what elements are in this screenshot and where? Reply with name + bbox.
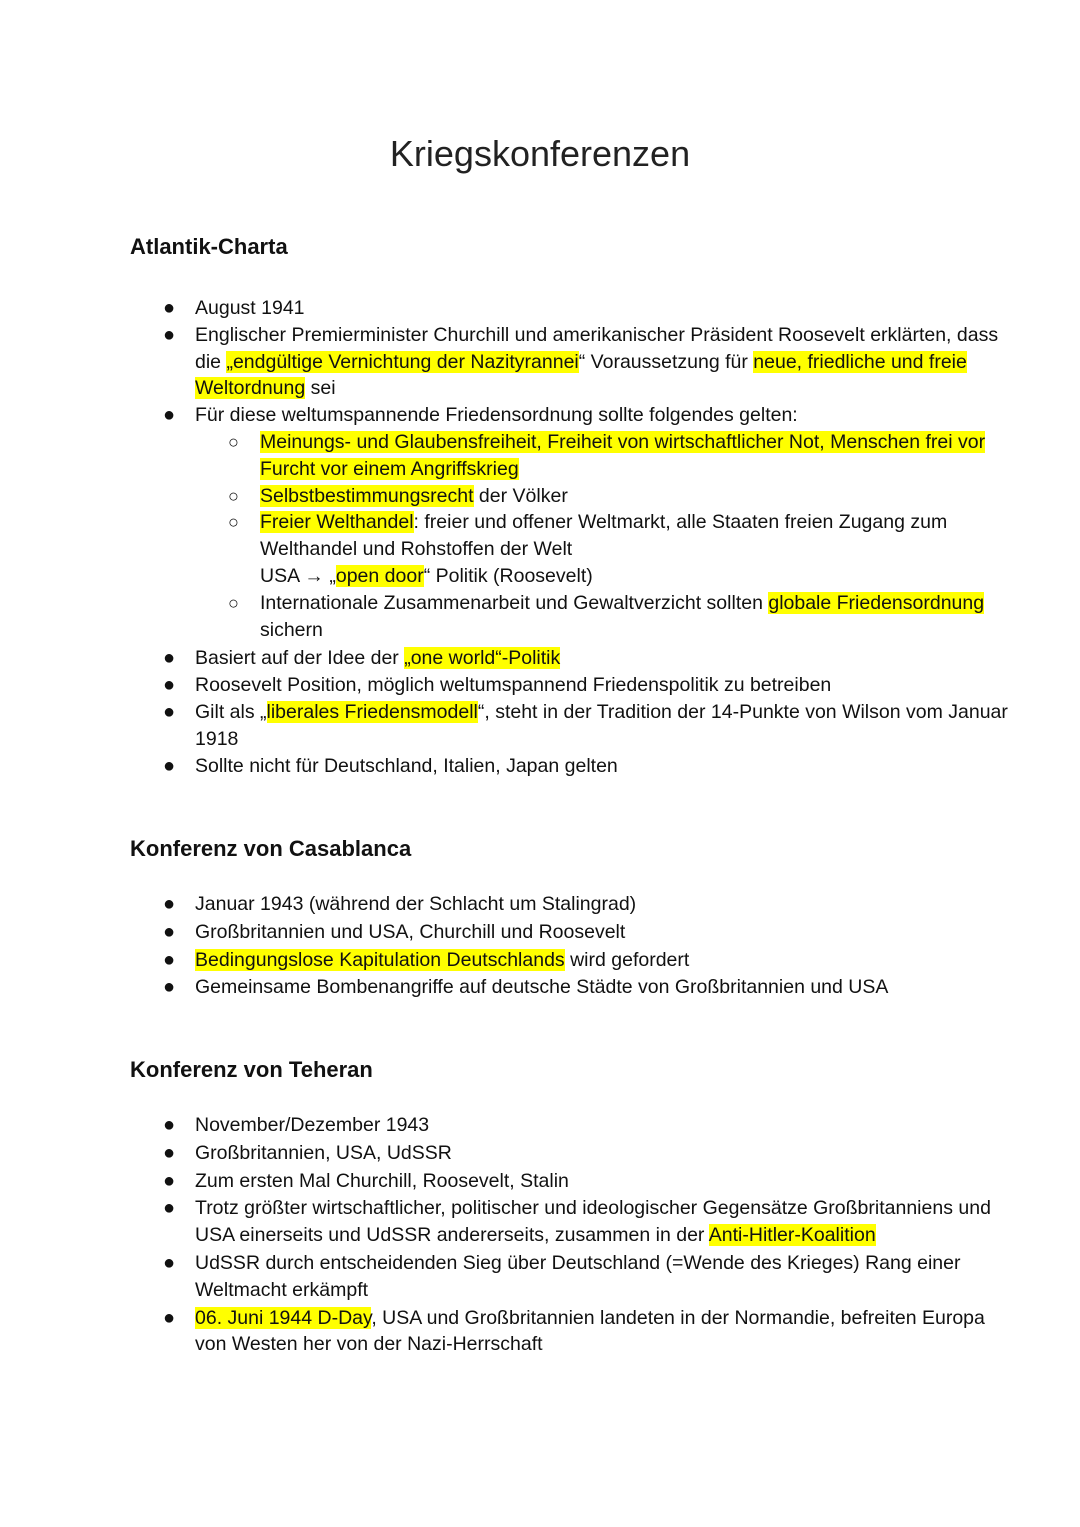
circle-bullet-icon: ○ — [228, 592, 239, 613]
bullet-icon: ● — [163, 948, 176, 971]
text-run: UdSSR durch entscheidenden Sieg über Deutschland (=Wende des Krieges) Rang einer Weltmacht erkämpft — [195, 1251, 961, 1301]
sub-list-item — [195, 429, 1010, 483]
bullet-icon: ● — [163, 1251, 176, 1274]
list-item — [130, 295, 1010, 322]
text-run: : freier und offener Weltmarkt, alle Staaten freien Zugang zum Welthandel und Rohstoffen der Welt — [260, 511, 948, 561]
text-run: Zum ersten Mal Churchill, Roosevelt, Stalin — [195, 1169, 569, 1192]
bullet-list — [130, 891, 1010, 1001]
text-run: Gilt als „ — [195, 700, 267, 723]
highlighted-text: Anti-Hitler-Koalition — [708, 1224, 876, 1247]
highlighted-text: liberales Friedensmodell — [266, 700, 478, 723]
list-item — [130, 1250, 1010, 1304]
list-item — [130, 1140, 1010, 1167]
section-heading: Konferenz von Teheran — [130, 1057, 373, 1082]
list-item — [130, 699, 1010, 753]
text-run: “ Voraussetzung für — [578, 350, 754, 373]
list-item — [130, 1112, 1010, 1139]
bullet-icon: ● — [163, 404, 176, 427]
highlighted-text: Selbstbestimmungsrecht — [260, 484, 474, 507]
text-run: August 1941 — [195, 297, 305, 319]
text-run: sichern — [260, 618, 323, 641]
bullet-icon: ● — [163, 674, 176, 697]
list-item — [130, 1168, 1010, 1195]
section-heading: Konferenz von Casablanca — [130, 836, 412, 861]
list-item — [130, 891, 1010, 918]
highlighted-text: „endgültige Vernichtung der Nazityrannei — [226, 350, 579, 373]
bullet-icon: ● — [163, 976, 176, 999]
circle-bullet-icon: ○ — [228, 431, 239, 452]
sub-list-item — [195, 483, 1010, 510]
circle-bullet-icon: ○ — [228, 485, 239, 506]
bullet-icon: ● — [163, 323, 176, 346]
text-run: Großbritannien und USA, Churchill und Roosevelt — [195, 920, 626, 943]
section-heading: Atlantik-Charta — [130, 234, 288, 259]
text-run: USA → „ — [260, 564, 336, 587]
text-run: Großbritannien, USA, UdSSR — [195, 1141, 452, 1164]
list-item — [130, 1195, 1010, 1249]
bullet-icon: ● — [163, 1306, 176, 1329]
bullet-icon: ● — [163, 1197, 176, 1220]
section-casablanca — [130, 834, 1010, 1001]
sub-bullet-list — [195, 429, 1010, 643]
bullet-icon: ● — [163, 700, 176, 723]
bullet-icon: ● — [163, 754, 176, 777]
text-run: wird gefordert — [564, 948, 690, 971]
text-run: November/Dezember 1943 — [195, 1114, 430, 1136]
list-item — [130, 645, 1010, 672]
list-item — [130, 402, 1010, 643]
open-door-note — [260, 565, 593, 587]
list-item — [130, 672, 1010, 699]
text-run: “, steht in der Tradition der 14-Punkte von Wilson vom Januar 1918 — [195, 700, 1008, 750]
sub-list-item — [195, 509, 1010, 589]
bullet-icon: ● — [163, 1169, 176, 1192]
list-item — [130, 947, 1010, 974]
list-item — [130, 919, 1010, 946]
list-item — [130, 753, 1010, 780]
highlighted-text: neue, friedliche und freie Weltordnung — [195, 350, 967, 400]
text-run: , USA und Großbritannien landeten in der Normandie, befreiten Europa von Westen her von der Nazi-Herrschaft — [195, 1306, 985, 1356]
text-run: Gemeinsame Bombenangriffe auf deutsche Städte von Großbritannien und USA — [195, 976, 889, 999]
section-atlantik-charta — [130, 232, 1010, 779]
bullet-icon: ● — [163, 647, 176, 670]
bullet-icon: ● — [163, 920, 176, 943]
text-run: Sollte nicht für Deutschland, Italien, Japan gelten — [195, 754, 618, 777]
circle-bullet-icon: ○ — [228, 512, 239, 533]
text-run: der Völker — [473, 484, 568, 507]
text-run: Für diese weltumspannende Friedensordnung sollte folgendes gelten: — [195, 404, 798, 427]
highlighted-text: 06. Juni 1944 D-Day — [195, 1306, 372, 1329]
highlighted-text: Bedingungslose Kapitulation Deutschlands — [195, 948, 565, 971]
highlighted-text: „one world“-Politik — [404, 647, 561, 670]
bullet-list — [130, 295, 1010, 779]
text-run: sei — [305, 377, 336, 400]
page-title: Kriegskonferenzen — [389, 133, 691, 174]
text-run: Englischer Premierminister Churchill und amerikanischer Präsident Roosevelt erklärten, dass die — [195, 323, 999, 373]
text-run: Internationale Zusammenarbeit und Gewaltverzicht sollten — [260, 591, 769, 614]
text-run: “ Politik (Roosevelt) — [423, 564, 593, 587]
bullet-list — [130, 1112, 1010, 1358]
bullet-icon: ● — [163, 297, 176, 319]
bullet-icon: ● — [163, 1141, 176, 1164]
bullet-icon: ● — [163, 893, 176, 915]
text-run: Januar 1943 (während der Schlacht um Stalingrad) — [195, 893, 637, 915]
highlighted-text: Freier Welthandel — [260, 511, 414, 534]
list-item — [130, 322, 1010, 402]
highlighted-text: globale Friedensordnung — [768, 591, 985, 614]
list-item — [130, 1305, 1010, 1359]
bullet-icon: ● — [163, 1114, 176, 1136]
sub-list-item — [195, 590, 1010, 644]
section-teheran — [130, 1055, 1010, 1358]
list-item — [130, 974, 1010, 1001]
text-run: Trotz größter wirtschaftlicher, politischer und ideologischer Gegensätze Großbritanniens und USA einerseits und UdSSR andererseits, zusammen in der — [195, 1197, 991, 1247]
highlighted-text: Meinungs- und Glaubensfreiheit, Freiheit von wirtschaftlicher Not, Menschen frei vor Furcht vor einem Angriffskrieg — [260, 430, 986, 480]
text-run: Roosevelt Position, möglich weltumspannend Friedenspolitik zu betreiben — [195, 674, 832, 697]
text-run: Basiert auf der Idee der — [195, 647, 405, 670]
highlighted-text: open door — [335, 564, 424, 587]
